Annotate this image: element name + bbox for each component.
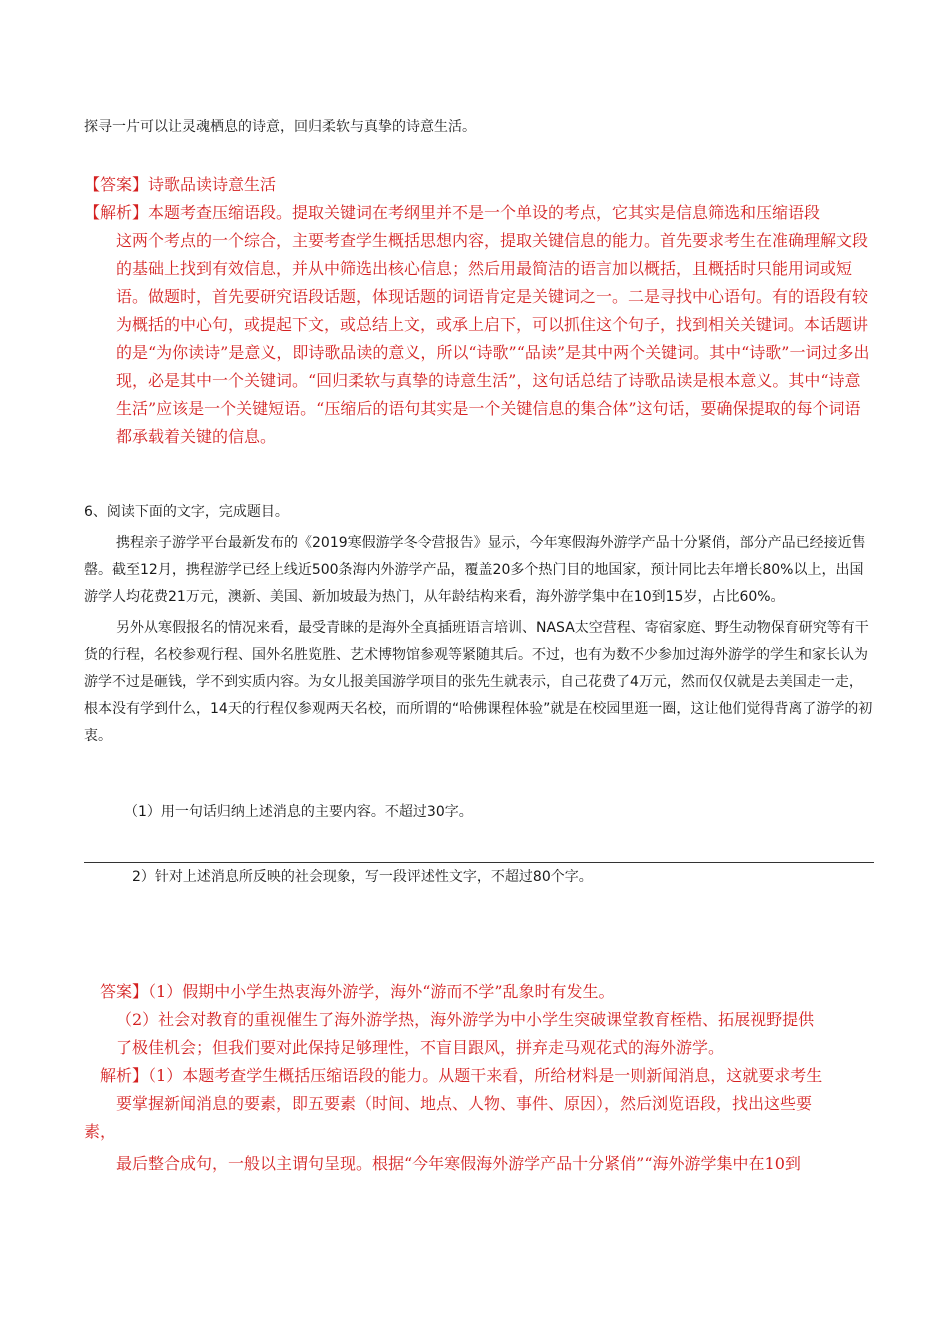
q6-title-block <box>84 499 874 526</box>
answer-line[interactable] <box>84 862 874 863</box>
q5-analysis-first <box>84 199 874 227</box>
q6-answer-2-first: （2）社会对教育的重视催生了海外游学热，海外游学为中小学生突破课堂教育桎梏、拓展视野提供 <box>116 1010 815 1029</box>
q6-analysis-2: 要掌握新闻消息的要素，即五要素（时间、地点、人物、事件、原因），然后浏览语段，找出这些要 <box>116 1094 813 1113</box>
q6-analysis-1 <box>84 1062 874 1090</box>
q6-sub1: （1）用一句话归纳上述消息的主要内容。不超过30字。 <box>124 804 473 820</box>
q6-answer-1 <box>84 978 874 1006</box>
q6-answer-tag: 答案】 <box>100 982 149 1001</box>
q5-analysis-first-text: 本题考查压缩语段。提取关键词在考纲里并不是一个单设的考点，它其实是信息筛选和压缩语段 <box>148 203 821 222</box>
q6-answer-2-rest: 了极佳机会；但我们要对此保持足够理性，不盲目跟风，拼弃走马观花式的海外游学。 <box>116 1038 725 1057</box>
q6-analysis-3: 素， <box>84 1122 117 1141</box>
q6-para-2: 另外从寒假报名的情况来看，最受青睐的是海外全真插班语言培训、NASA太空营程、寄宿家庭、野生动物保育研究等有干货的行程，名校参观行程、国外名胜览胜、艺术博物馆参观等紧随其后。不过，也有为数不少参加过海外游学的学生和家长认为游学不过是砸钱，学不到实质内容。为女儿报美国游学项目的张先生就表示，自己花费了4万元，然而仅仅就是去美国走一走，根本没有学到什么，14天的行程仅参观两天名校，而所谓的“哈佛课程体验”就是在校园里逛一圈，这让他们觉得背离了游学的初衷。 <box>84 620 873 744</box>
intro-text: 探寻一片可以让灵魂栖息的诗意，回归柔软与真挚的诗意生活。 <box>84 119 476 135</box>
q6-analysis1-text: （1）本题考查学生概括压缩语段的能力。从题干来看，所给材料是一则新闻消息，这就要求考生 <box>148 1066 823 1085</box>
q6-answer-block <box>84 978 874 1178</box>
q6-analysis-4: 最后整合成句，一般以主谓句呈现。根据“今年寒假海外游学产品十分紧俏”“海外游学集中在10到 <box>116 1154 801 1173</box>
q6-passage <box>84 530 874 750</box>
intro-line <box>84 114 874 141</box>
q5-answer-text: 诗歌品读诗意生活 <box>148 175 277 194</box>
q6-analysis-tag: 解析】 <box>100 1066 149 1085</box>
q5-analysis-tag: 【解析】 <box>84 203 149 222</box>
q5-answer <box>84 171 874 199</box>
q5-analysis-rest: 这两个考点的一个综合，主要考查学生概括思想内容，提取关键信息的能力。首先要求考生在准确理解文段的基础上找到有效信息，并从中筛选出核心信息；然后用最简洁的语言加以概括，且概括时只能用词或短语。做题时，首先要研究语段话题，体现话题的词语肯定是关键词之一。二是寻找中心语句。有的语段有较为概括的中心句，或提起下文，或总结上文，或承上启下，可以抓住这个句子，找到相关关键词。本话题讲的是“为你读诗”是意义，即诗歌品读的意义，所以“诗歌”“品读”是其中两个关键词。其中“诗歌”一词过多出现，必是其中一个关键词。“回归柔软与真挚的诗意生活”，这句话总结了诗歌品读是根本意义。其中“诗意生活”应该是一个关键短语。“压缩后的语句其实是一个关键信息的集合体”这句话，要确保提取的每个词语都承载着关键的信息。 <box>116 231 870 446</box>
q6-sub2-block <box>84 864 874 891</box>
q6-sub1-block <box>84 799 874 826</box>
q5-answer-block <box>84 171 874 451</box>
q6-answer1-text: （1）假期中小学生热衷海外游学，海外“游而不学”乱象时有发生。 <box>148 982 615 1001</box>
q5-answer-tag: 【答案】 <box>84 175 149 194</box>
q6-title: 6、阅读下面的文字，完成题目。 <box>84 504 289 520</box>
q6-para-1: 携程亲子游学平台最新发布的《2019寒假游学冬令营报告》显示，今年寒假海外游学产品十分紧俏，部分产品已经接近售罄。截至12月，携程游学已经上线近500条海内外游学产品，覆盖20多个热门目的地国家，预计同比去年增长80%以上，出国游学人均花费21万元，澳新、美国、新加坡最为热门，从年龄结构来看，海外游学集中在10到15岁，占比60%。 <box>84 535 866 605</box>
q6-sub2: 2）针对上述消息所反映的社会现象，写一段评述性文字，不超过80个字。 <box>132 869 593 885</box>
